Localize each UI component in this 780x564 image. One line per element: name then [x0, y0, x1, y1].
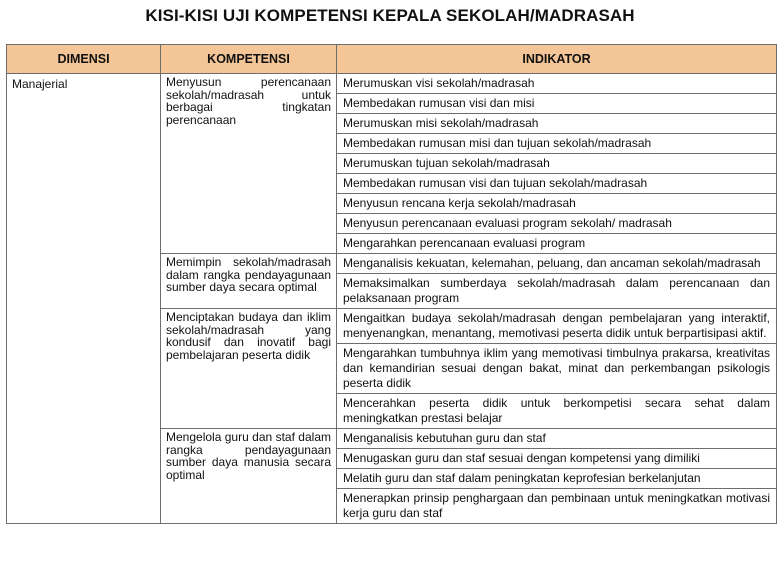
- indikator-item: Menyusun rencana kerja sekolah/madrasah: [337, 194, 776, 214]
- kompetensi-cell: Mengelola guru dan staf dalam rangka pendayagunaan sumber daya manusia secara optimal: [161, 429, 337, 524]
- header-indikator: INDIKATOR: [337, 45, 777, 74]
- indikator-item: Mengarahkan tumbuhnya iklim yang memotivasi timbulnya prakarsa, kreativitas dan kemandirian sesuai dengan bakat, minat dan perkembangan psikologis peserta didik: [337, 344, 776, 394]
- table-row: [7, 74, 777, 254]
- indikator-item: Mencerahkan peserta didik untuk berkompetisi secara sehat dalam meningkatkan prestasi belajar: [343, 396, 770, 425]
- kompetensi-cell: Menciptakan budaya dan iklim sekolah/madrasah yang kondusif dan inovatif bagi pembelajaran peserta didik: [161, 309, 337, 429]
- indikator-item: Merumuskan tujuan sekolah/madrasah: [337, 154, 776, 174]
- indikator-item: Menganalisis kebutuhan guru dan staf: [337, 429, 776, 449]
- indikator-cell: [337, 309, 777, 429]
- indikator-item: Mengarahkan perencanaan evaluasi program: [343, 236, 586, 250]
- indikator-item: Membedakan rumusan visi dan misi: [337, 94, 776, 114]
- indikator-item: Merumuskan misi sekolah/madrasah: [337, 114, 776, 134]
- indikator-cell: [337, 254, 777, 309]
- indikator-item: Menyusun perencanaan evaluasi program sekolah/ madrasah: [337, 214, 776, 234]
- indikator-item: Mengaitkan budaya sekolah/madrasah dengan pembelajaran yang interaktif, menyenangkan, menantang, memotivasi peserta didik untuk berpartisipasi aktif.: [337, 309, 776, 344]
- indikator-item: Memaksimalkan sumberdaya sekolah/madrasah dalam perencanaan dan pelaksanaan program: [343, 276, 770, 305]
- page-title: KISI-KISI UJI KOMPETENSI KEPALA SEKOLAH/MADRASAH: [145, 6, 635, 25]
- kompetensi-cell: Memimpin sekolah/madrasah dalam rangka pendayagunaan sumber daya secara optimal: [161, 254, 337, 309]
- kisi-kisi-table: [6, 44, 777, 524]
- indikator-item: Membedakan rumusan visi dan tujuan sekolah/madrasah: [337, 174, 776, 194]
- indikator-item: Menerapkan prinsip penghargaan dan pembinaan untuk meningkatkan motivasi kerja guru dan staf: [343, 491, 770, 520]
- header-row: [7, 45, 777, 74]
- indikator-cell: [337, 429, 777, 524]
- header-kompetensi: KOMPETENSI: [161, 45, 337, 74]
- indikator-item: Menugaskan guru dan staf sesuai dengan kompetensi yang dimiliki: [337, 449, 776, 469]
- dimensi-cell: Manajerial: [7, 74, 161, 524]
- indikator-item: Merumuskan visi sekolah/madrasah: [337, 74, 776, 94]
- indikator-item: Menganalisis kekuatan, kelemahan, peluang, dan ancaman sekolah/madrasah: [337, 254, 776, 274]
- indikator-item: Membedakan rumusan misi dan tujuan sekolah/madrasah: [337, 134, 776, 154]
- header-dimensi: DIMENSI: [7, 45, 161, 74]
- indikator-cell: [337, 74, 777, 254]
- indikator-item: Melatih guru dan staf dalam peningkatan keprofesian berkelanjutan: [337, 469, 776, 489]
- kompetensi-cell: Menyusun perencanaan sekolah/madrasah untuk berbagai tingkatan perencanaan: [161, 74, 337, 254]
